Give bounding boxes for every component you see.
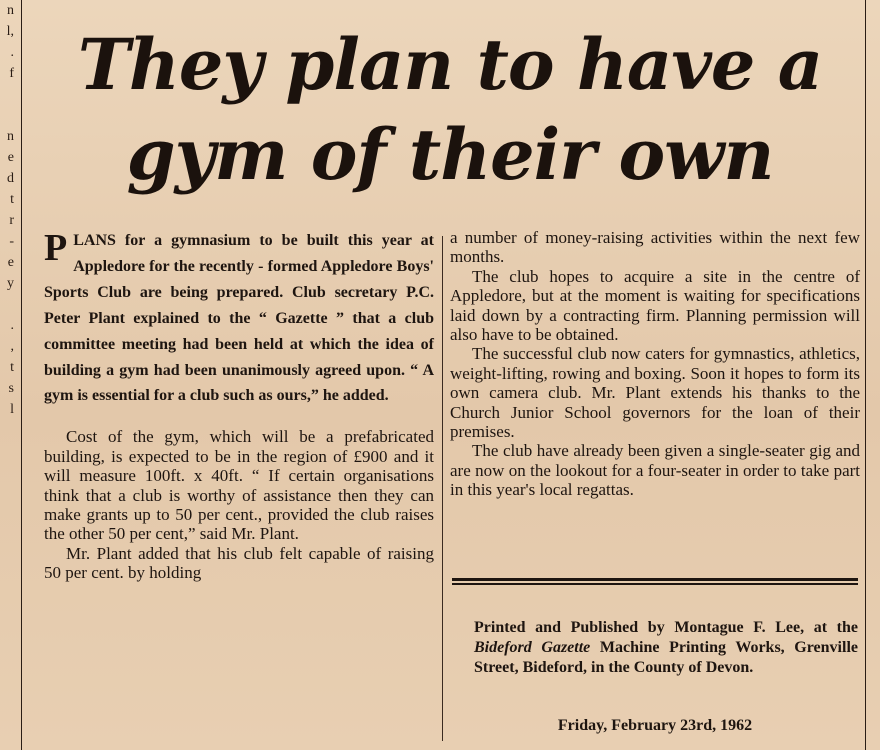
fragment-line: l, bbox=[6, 24, 14, 39]
adjacent-column-fragment bbox=[0, 0, 18, 470]
printer-imprint bbox=[452, 618, 858, 678]
paragraph: The successful club now caters for gymnastics, athletics, weight-lifting, rowing and boxing. Soon it hopes to form its own camera club. Mr. Plant extends his thanks to the Church Junior School governors for the loan of their premises. bbox=[450, 344, 860, 442]
fragment-line: n bbox=[7, 129, 14, 144]
paragraph: Mr. Plant added that his club felt capable of raising 50 per cent. by holding bbox=[44, 543, 434, 583]
fragment-line: . bbox=[10, 318, 14, 333]
fragment-line: n bbox=[7, 3, 14, 18]
article-column-1 bbox=[44, 228, 434, 583]
end-of-article-rule bbox=[452, 578, 858, 585]
headline-line-2: gym of their own bbox=[126, 113, 774, 196]
fragment-line: s bbox=[8, 381, 14, 396]
fragment-line: e bbox=[7, 150, 14, 165]
column-divider bbox=[442, 236, 443, 741]
lead-text: LANS for a gymnasium to be built this year at Appledore for the recently - formed Appledore Boys' Sports Club are being prepared. Club secretary P.C. Peter Plant explained to the “ Gazette ” that a club committee meeting had been held at which the idea of building a gym had been unanimously agreed upon. “ A gym is essential for a club such as ours,” he added. bbox=[44, 232, 434, 405]
imprint-text: Machine Printing Works, Grenville Street, Bideford, in the County of Devon. bbox=[474, 639, 858, 676]
fragment-line: . bbox=[10, 45, 14, 60]
fragment-line: , bbox=[10, 339, 14, 354]
fragment-line: y bbox=[7, 276, 14, 291]
fragment-line: d bbox=[7, 171, 14, 186]
dateline: Friday, February 23rd, 1962 bbox=[557, 717, 753, 734]
publication-name: Bideford Gazette bbox=[474, 639, 591, 656]
column-rule-right bbox=[865, 0, 866, 750]
column-1-body bbox=[44, 427, 434, 582]
headline bbox=[40, 20, 860, 200]
paragraph: The club hopes to acquire a site in the centre of Appledore, but at the moment is waiting for specifications laid down by a contracting firm. Planning permission will also have to be obtained. bbox=[450, 266, 860, 345]
paragraph: a number of money-raising activities within the next few months. bbox=[450, 228, 860, 267]
column-rule-left bbox=[21, 0, 22, 750]
fragment-line: r bbox=[9, 213, 14, 228]
drop-cap: P bbox=[44, 227, 68, 269]
column-2-body bbox=[450, 228, 860, 500]
fragment-line: l bbox=[10, 402, 14, 417]
paragraph: Cost of the gym, which will be a prefabricated building, is expected to be in the region of £900 and it will measure 100ft. x 40ft. “ If certain organisations think that a club is worthy of assistance then they can make grants up to 50 per cent., provided the club raises the other 50 per cent,” said Mr. Plant. bbox=[44, 427, 434, 544]
headline-line-1: They plan to have a bbox=[77, 23, 823, 106]
imprint-text: Printed and Published by Montague F. Lee, at the bbox=[474, 619, 858, 636]
fragment-line: - bbox=[9, 234, 14, 249]
fragment-line bbox=[0, 294, 18, 315]
fragment-line bbox=[0, 84, 18, 105]
fragment-line: e bbox=[7, 255, 14, 270]
article-column-2 bbox=[450, 228, 860, 500]
lead-paragraph bbox=[44, 228, 434, 409]
fragment-line: t bbox=[10, 360, 14, 375]
paragraph: The club have already been given a single-seater gig and are now on the lookout for a four-seater in order to take part in this year's local regattas. bbox=[450, 441, 860, 500]
fragment-line bbox=[0, 105, 18, 126]
fragment-line: t bbox=[10, 192, 14, 207]
fragment-line: f bbox=[9, 66, 14, 81]
